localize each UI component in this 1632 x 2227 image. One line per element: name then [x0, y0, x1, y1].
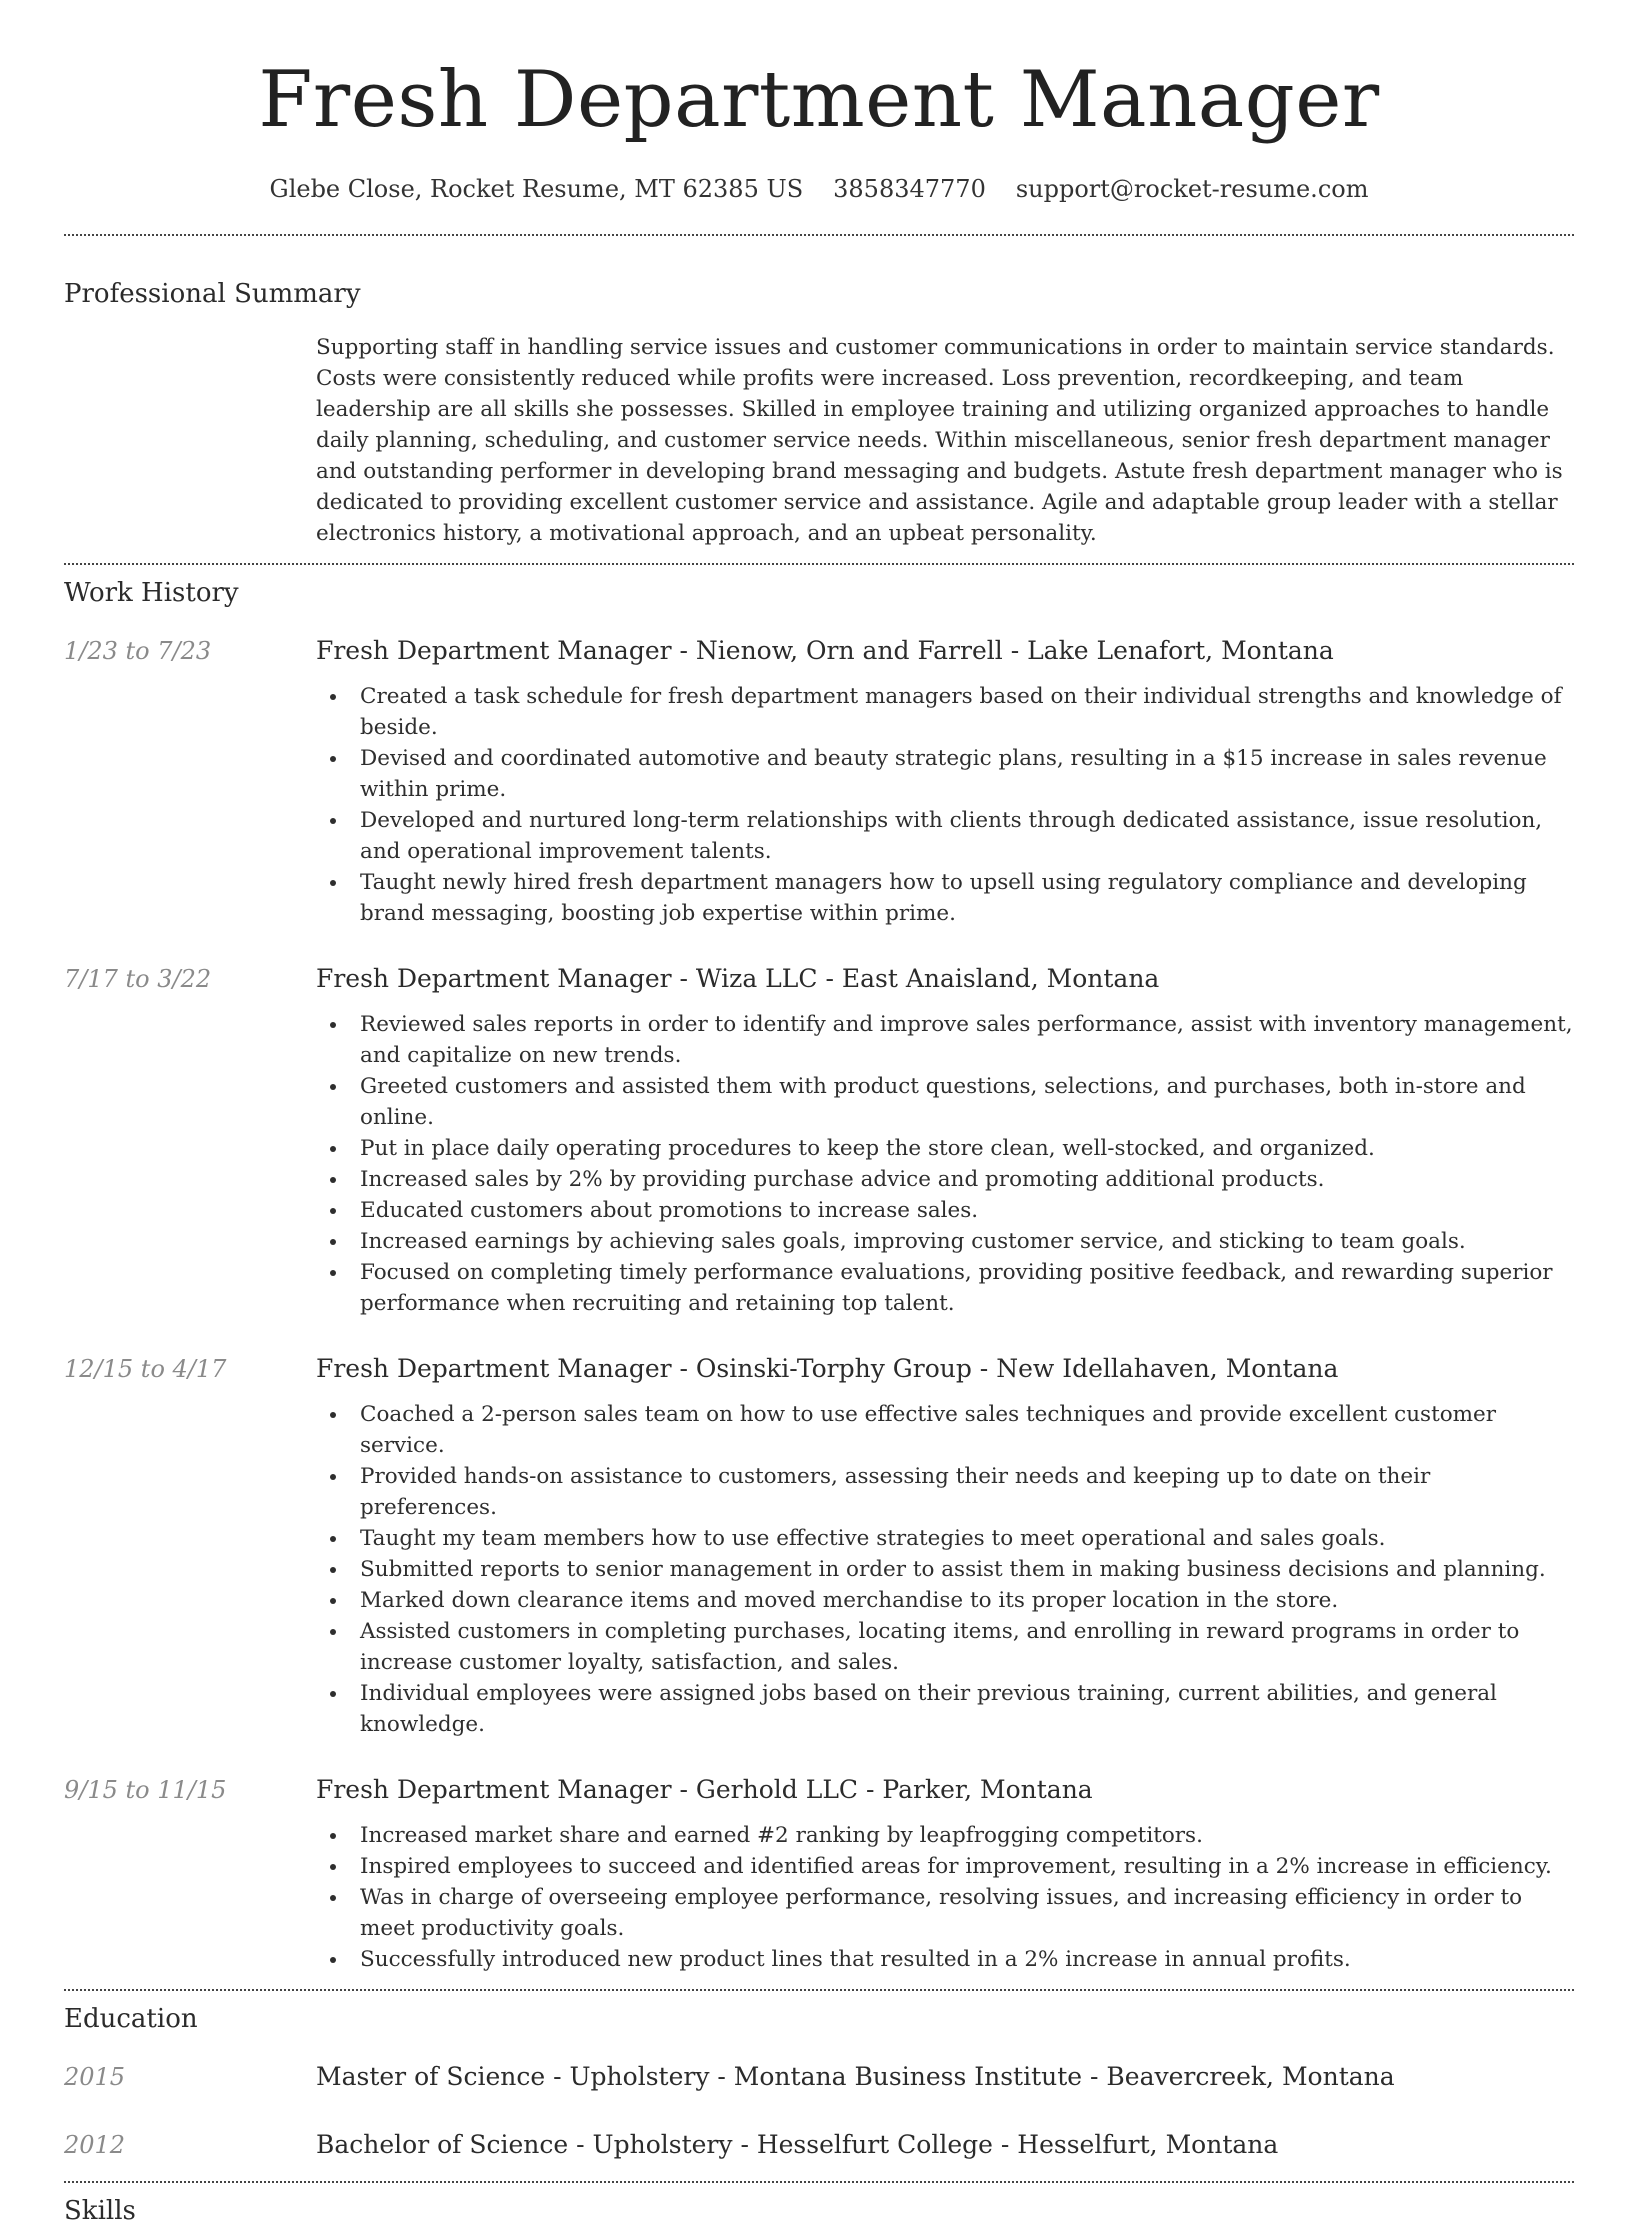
job-bullet: Marked down clearance items and moved merchandise to its proper location in the store.: [360, 1585, 1574, 1616]
job-bullet: Submitted reports to senior management in order to assist them in making business decisions and planning.: [360, 1554, 1574, 1585]
job-bullet: Devised and coordinated automotive and beauty strategic plans, resulting in a $15 increase in sales revenue within prime.: [360, 743, 1574, 805]
contact-email: support@rocket-resume.com: [1015, 175, 1369, 203]
job-bullet: Taught newly hired fresh department managers how to upsell using regulatory compliance and developing brand messaging, boosting job expertise within prime.: [360, 867, 1574, 929]
education-entry: [64, 2061, 1574, 2093]
section-title-education: Education: [64, 2004, 198, 2034]
job-entry: [64, 1353, 1574, 1740]
resume-name: Fresh Department Manager: [258, 55, 1380, 145]
job-bullets: [316, 1009, 1574, 1319]
job-bullet: Was in charge of overseeing employee performance, resolving issues, and increasing efficiency in order to meet productivity goals.: [360, 1882, 1574, 1944]
job-bullet: Increased sales by 2% by providing purchase advice and promoting additional products.: [360, 1164, 1574, 1195]
summary-divider: [64, 563, 1574, 565]
resume-page: [64, 0, 1574, 2227]
education-section: [64, 2003, 1574, 2161]
job-bullet: Taught my team members how to use effective strategies to meet operational and sales goals.: [360, 1523, 1574, 1554]
job-date: 1/23 to 7/23: [64, 637, 212, 665]
skills-section: [64, 2195, 1574, 2227]
contact-line: [64, 174, 1574, 204]
job-bullet: Put in place daily operating procedures to keep the store clean, well-stocked, and organized.: [360, 1133, 1574, 1164]
job-bullet: Inspired employees to succeed and identified areas for improvement, resulting in a 2% increase in efficiency.: [360, 1851, 1574, 1882]
job-bullet: Focused on completing timely performance evaluations, providing positive feedback, and rewarding superior performance when recruiting and retaining top talent.: [360, 1257, 1574, 1319]
job-title: Fresh Department Manager - Nienow, Orn and Farrell - Lake Lenafort, Montana: [316, 636, 1334, 665]
summary-text: Supporting staff in handling service issues and customer communications in order to maintain service standards. Costs were consistently reduced while profits were increased. Loss prevention, recordkeeping, and team leadership are all skills she possesses. Skilled in employee training and utilizing organized approaches to handle daily planning, scheduling, and customer service needs. Within miscellaneous, senior fresh department manager and outstanding performer in developing brand messaging and budgets. Astute fresh department manager who is dedicated to providing excellent customer service and assistance. Agile and adaptable group leader with a stellar electronics history, a motivational approach, and an upbeat personality.: [316, 335, 1563, 546]
education-year: 2012: [64, 2131, 126, 2159]
job-bullets: [316, 1820, 1574, 1975]
section-title-work-history: Work History: [64, 578, 239, 608]
section-title-summary: Professional Summary: [64, 279, 361, 309]
job-date: 9/15 to 11/15: [64, 1776, 227, 1804]
job-title: Fresh Department Manager - Osinski-Torphy Group - New Idellahaven, Montana: [316, 1354, 1339, 1383]
summary-body: [316, 332, 1574, 549]
education-degree: Master of Science - Upholstery - Montana Business Institute - Beavercreek, Montana: [316, 2062, 1395, 2091]
work-history-section: [64, 577, 1574, 1975]
job-entry: [64, 963, 1574, 1319]
section-title-skills: Skills: [64, 2196, 136, 2226]
header-divider: [64, 234, 1574, 236]
job-bullet: Developed and nurtured long-term relationships with clients through dedicated assistance, issue resolution, and operational improvement talents.: [360, 805, 1574, 867]
contact-address: Glebe Close, Rocket Resume, MT 62385 US: [269, 175, 804, 203]
job-bullet: Greeted customers and assisted them with product questions, selections, and purchases, both in-store and online.: [360, 1071, 1574, 1133]
job-bullet: Increased market share and earned #2 ranking by leapfrogging competitors.: [360, 1820, 1574, 1851]
job-bullet: Successfully introduced new product lines that resulted in a 2% increase in annual profits.: [360, 1944, 1574, 1975]
job-bullet: Assisted customers in completing purchases, locating items, and enrolling in reward programs in order to increase customer loyalty, satisfaction, and sales.: [360, 1616, 1574, 1678]
job-date: 7/17 to 3/22: [64, 965, 212, 993]
contact-phone: 3858347770: [833, 175, 986, 203]
work-divider: [64, 1989, 1574, 1991]
job-bullet: Reviewed sales reports in order to identify and improve sales performance, assist with inventory management, and capitalize on new trends.: [360, 1009, 1574, 1071]
job-title: Fresh Department Manager - Gerhold LLC - Parker, Montana: [316, 1775, 1093, 1804]
job-bullet: Increased earnings by achieving sales goals, improving customer service, and sticking to team goals.: [360, 1226, 1574, 1257]
job-bullet: Provided hands-on assistance to customers, assessing their needs and keeping up to date on their preferences.: [360, 1461, 1574, 1523]
summary-section: [64, 278, 1574, 549]
education-entry: [64, 2129, 1574, 2161]
job-bullet: Educated customers about promotions to increase sales.: [360, 1195, 1574, 1226]
job-title: Fresh Department Manager - Wiza LLC - East Anaisland, Montana: [316, 964, 1160, 993]
job-entry: [64, 635, 1574, 929]
job-bullets: [316, 681, 1574, 929]
job-bullets: [316, 1399, 1574, 1740]
job-entry: [64, 1774, 1574, 1975]
education-degree: Bachelor of Science - Upholstery - Hesselfurt College - Hesselfurt, Montana: [316, 2130, 1279, 2159]
education-year: 2015: [64, 2063, 126, 2091]
job-bullet: Created a task schedule for fresh department managers based on their individual strengths and knowledge of beside.: [360, 681, 1574, 743]
job-date: 12/15 to 4/17: [64, 1355, 227, 1383]
job-bullet: Individual employees were assigned jobs based on their previous training, current abilities, and general knowledge.: [360, 1678, 1574, 1740]
job-bullet: Coached a 2-person sales team on how to use effective sales techniques and provide excellent customer service.: [360, 1399, 1574, 1461]
education-divider: [64, 2181, 1574, 2183]
